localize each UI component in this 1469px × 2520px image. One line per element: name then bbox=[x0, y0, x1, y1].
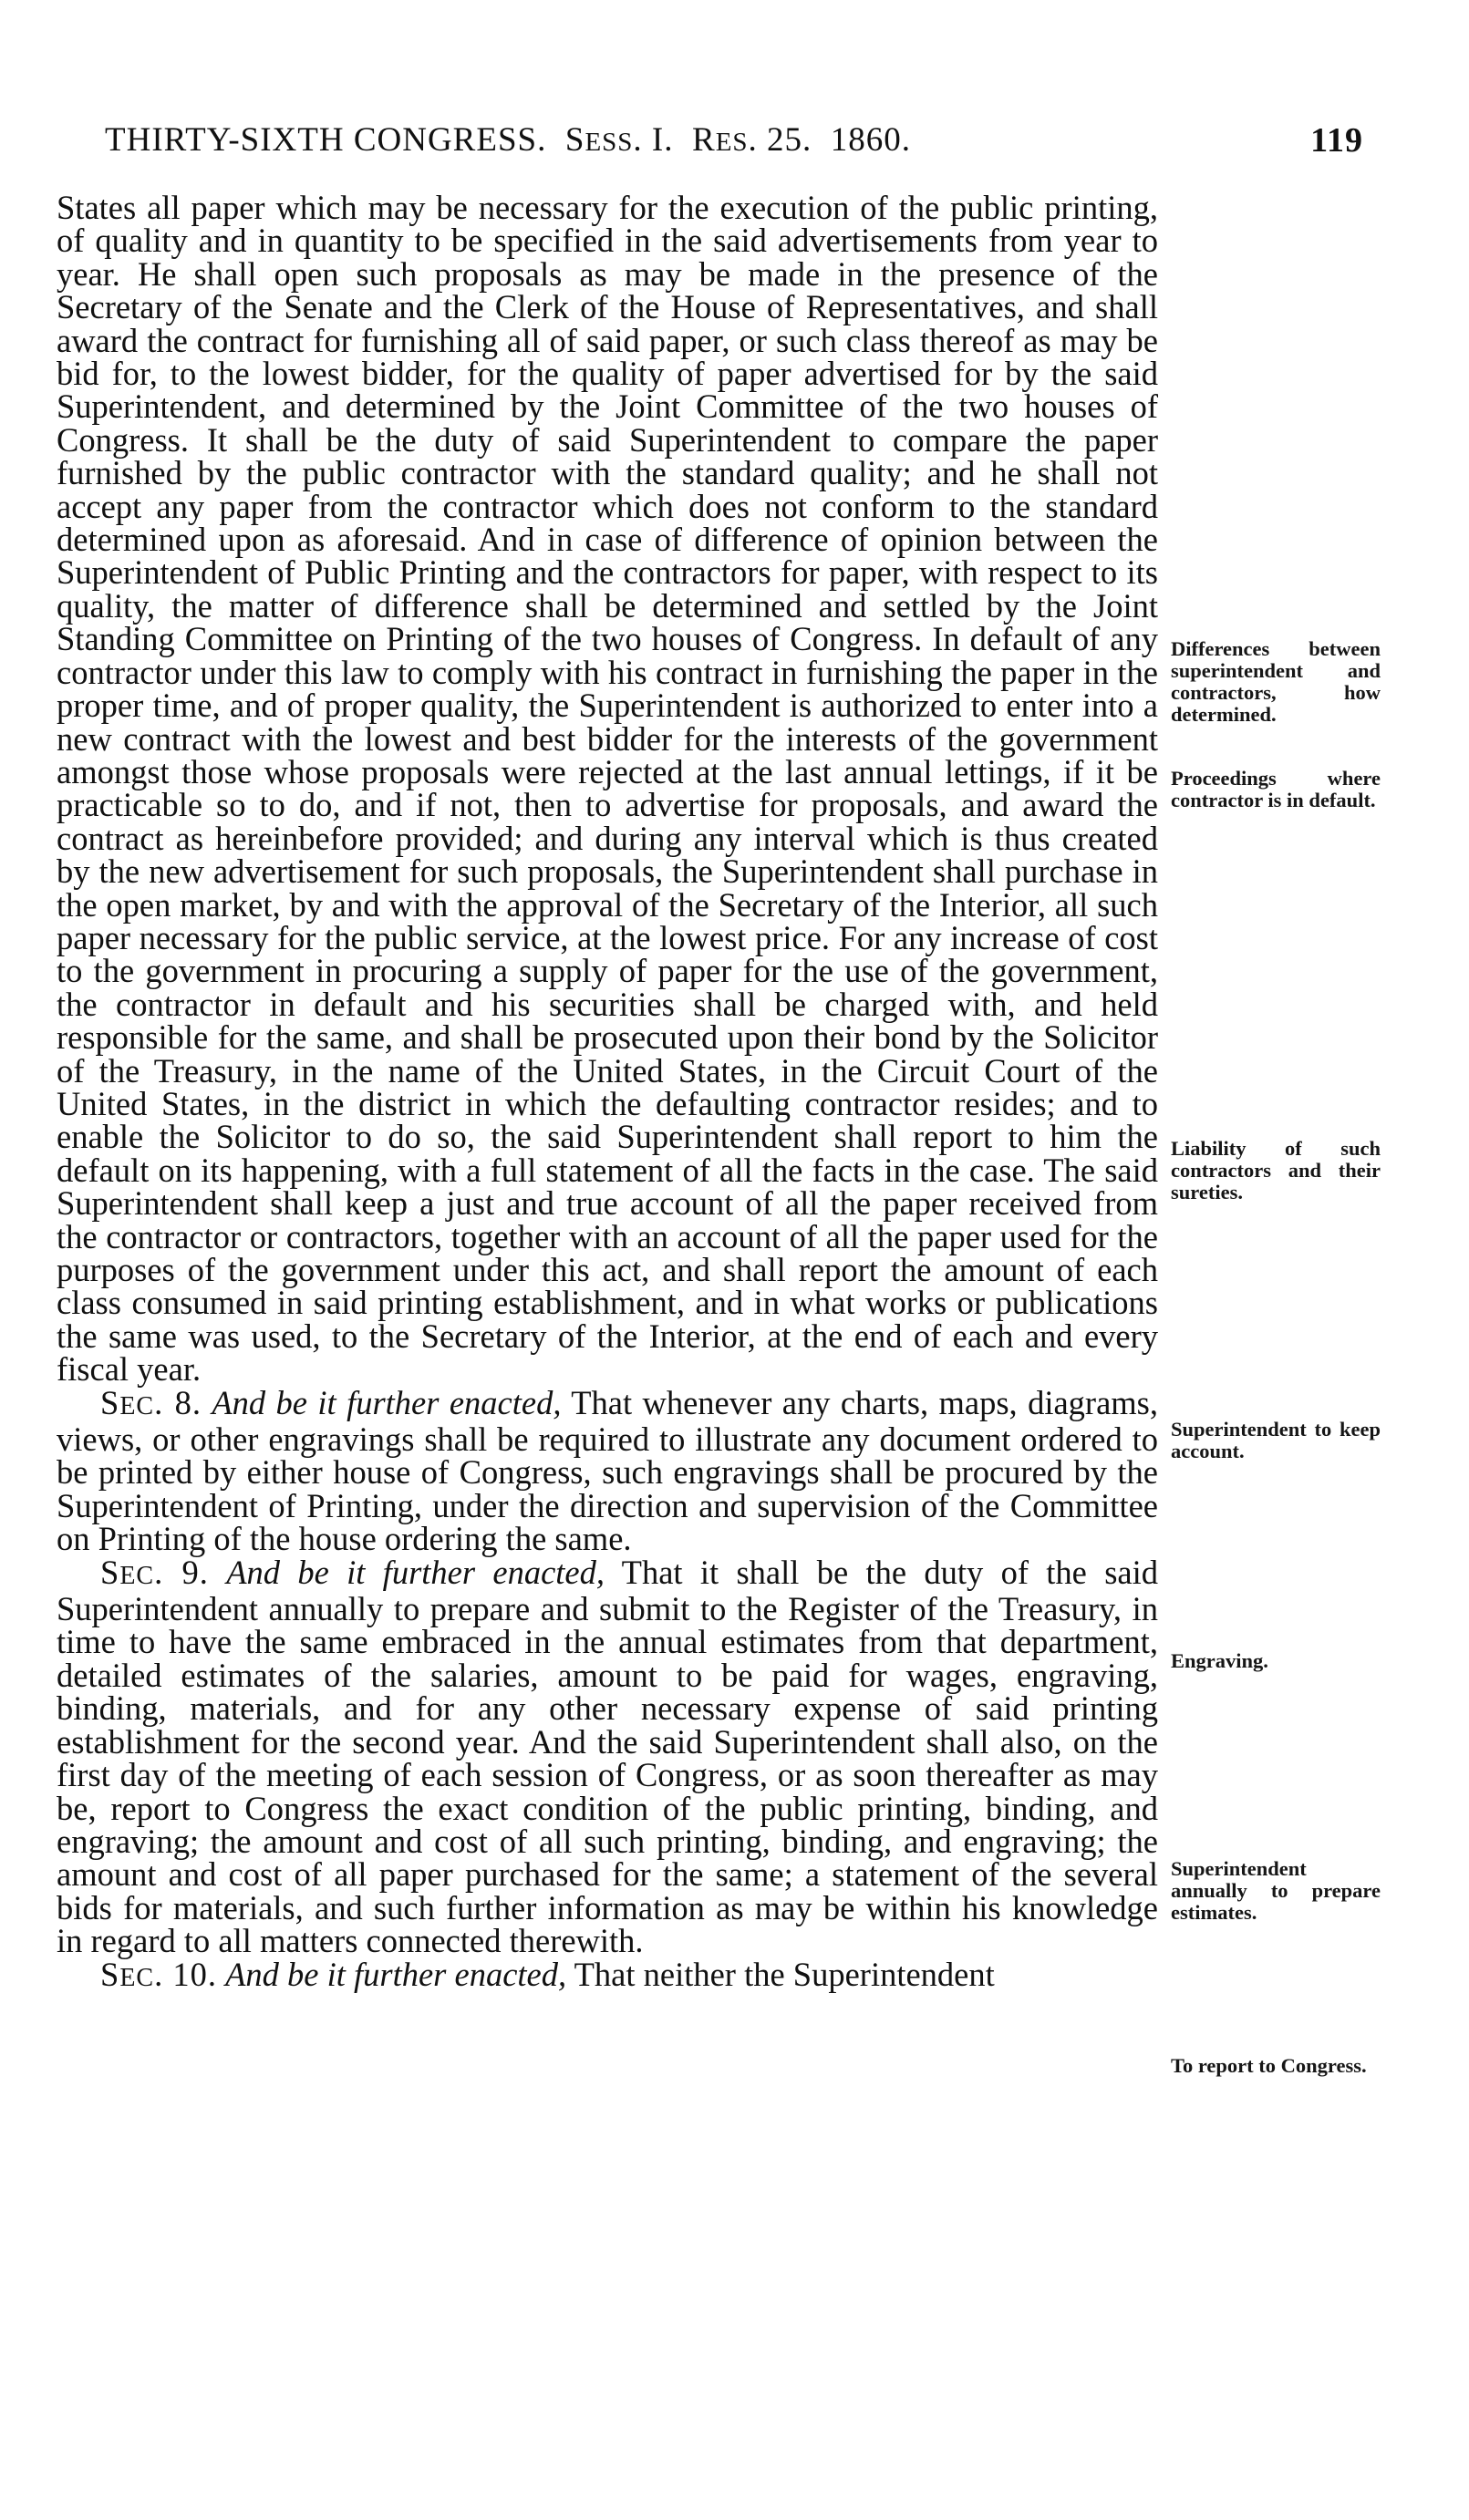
section-9-text: That it shall be the duty of the said Superintendent annually to prepare and submit to the Register of the Treasury, in time to have the same embraced in the annual estimates from that department, detailed estimates of the salaries, amount to be paid for wages, engraving, binding, materials, and for any other necessary expense of said printing establishment for the second year. And the said Superintendent shall also, on the first day of the meeting of each session of Congress, or as soon thereafter as may be, report to Congress the exact condition of the public printing, binding, and engraving; the amount and cost of all such printing, binding, and engraving; the amount and cost of all paper purchased for the same; a statement of the several bids for materials, and such further information as may be within his knowledge in regard to all matters connected therewith. bbox=[57, 1553, 1158, 1960]
session-smallcaps: ESS bbox=[584, 128, 634, 157]
margin-note-report-congress: To report to Congress. bbox=[1171, 2054, 1367, 2077]
margin-note-proceedings: Proceedings where contractor is in default. bbox=[1171, 767, 1381, 811]
body-text bbox=[57, 191, 1158, 1995]
section-10 bbox=[57, 1955, 1158, 1995]
section-10-text: That neither the Superintendent bbox=[574, 1955, 995, 1993]
margin-note-keep-account: Superintendent to keep account. bbox=[1171, 1418, 1381, 1462]
section-8-text: That whenever any charts, maps, diagrams, views, or other engravings shall be required to illustrate any document ordered to be printed by either house of Congress, such engravings shall be procured by the Superintendent of Printing, under the direction and supervision of the Committee on Printing of the house ordering the same. bbox=[57, 1383, 1158, 1558]
section-8 bbox=[57, 1383, 1158, 1558]
congress-title: THIRTY-SIXTH CONGRESS. bbox=[105, 121, 547, 159]
section-9 bbox=[57, 1553, 1158, 1960]
session-initial: S bbox=[564, 121, 585, 159]
resolution-number: . 25. bbox=[748, 121, 812, 159]
margin-note-annual-estimates: Superintendent annually to prepare estimates. bbox=[1171, 1857, 1381, 1924]
page-number: 119 bbox=[1310, 121, 1363, 160]
running-head-title bbox=[105, 120, 911, 160]
session-number: . I. bbox=[633, 121, 674, 159]
section-10-enacting-clause: And be it further enacted, bbox=[225, 1955, 567, 1993]
margin-note-engraving: Engraving. bbox=[1171, 1649, 1268, 1672]
margin-note-liability: Liability of such contractors and their sureties. bbox=[1171, 1137, 1381, 1203]
margin-note-differences: Differences between superintendent and contractors, how determined. bbox=[1171, 637, 1381, 726]
paragraph-continued: States all paper which may be necessary for the execution of the public printing, of quality and in quantity to be specified in the said advertisements from year to year. He shall open such proposals as may be made in the presence of the Secretary of the Senate and the Clerk of the House of Representatives, and shall award the contract for furnishing all of said paper, or such class thereof as may be bid for, to the lowest bidder, for the quality of paper advertised for by the said Superintendent, and determined by the Joint Committee of the two houses of Congress. It shall be the duty of said Superintendent to compare the paper furnished by the public contractor with the standard quality; and he shall not accept any paper from the contractor which does not conform to the standard determined upon as aforesaid. And in case of difference of opinion between the Superintendent of Public Printing and the contractors for paper, with respect to its quality, the matter of difference shall be determined and settled by the Joint Standing Committee on Printing of the two houses of Congress. In default of any contractor under this law to comply with his contract in furnishing the paper in the proper time, and of proper quality, the Superintendent is authorized to enter into a new contract with the lowest and best bidder for the interests of the government amongst those whose proposals were rejected at the last annual lettings, if it be practicable so to do, and if not, then to advertise for proposals, and award the contract as hereinbefore provided; and during any interval which is thus created by the new advertisement for such proposals, the Superintendent shall purchase in the open market, by and with the approval of the Secretary of the Interior, all such paper necessary for the public service, at the lowest price. For any increase of cost to the government in procuring a supply of paper for the use of the government, the contractor in default and his securities shall be charged with, and held responsible for the same, and shall be prosecuted upon their bond by the Solicitor of the Treasury, in the name of the United States, in the Circuit Court of the United States, in the district in which the defaulting contractor resides; and to enable the Solicitor to do so, the said Superintendent shall report to him the default on its happening, with a full statement of all the facts in the case. The said Superintendent shall keep a just and true account of all the paper received from the contractor or contractors, together with an account of all the paper used for the purposes of the government under this act, and shall report the amount of each class consumed in said printing establishment, and in what works or publications the same was used, to the Secretary of the Interior, at the end of each and every fiscal year. bbox=[57, 189, 1158, 1389]
running-head bbox=[105, 120, 1363, 175]
resolution-smallcaps: ES bbox=[715, 128, 749, 157]
year: 1860. bbox=[830, 121, 912, 159]
section-8-enacting-clause: And be it further enacted, bbox=[212, 1383, 562, 1421]
section-9-enacting-clause: And be it further enacted, bbox=[226, 1553, 605, 1591]
resolution-initial: R bbox=[692, 121, 716, 159]
section-8-label: SEC. 8. bbox=[100, 1383, 202, 1421]
section-9-label: SEC. 9. bbox=[100, 1553, 209, 1591]
section-10-label: SEC. 10. bbox=[100, 1955, 217, 1993]
